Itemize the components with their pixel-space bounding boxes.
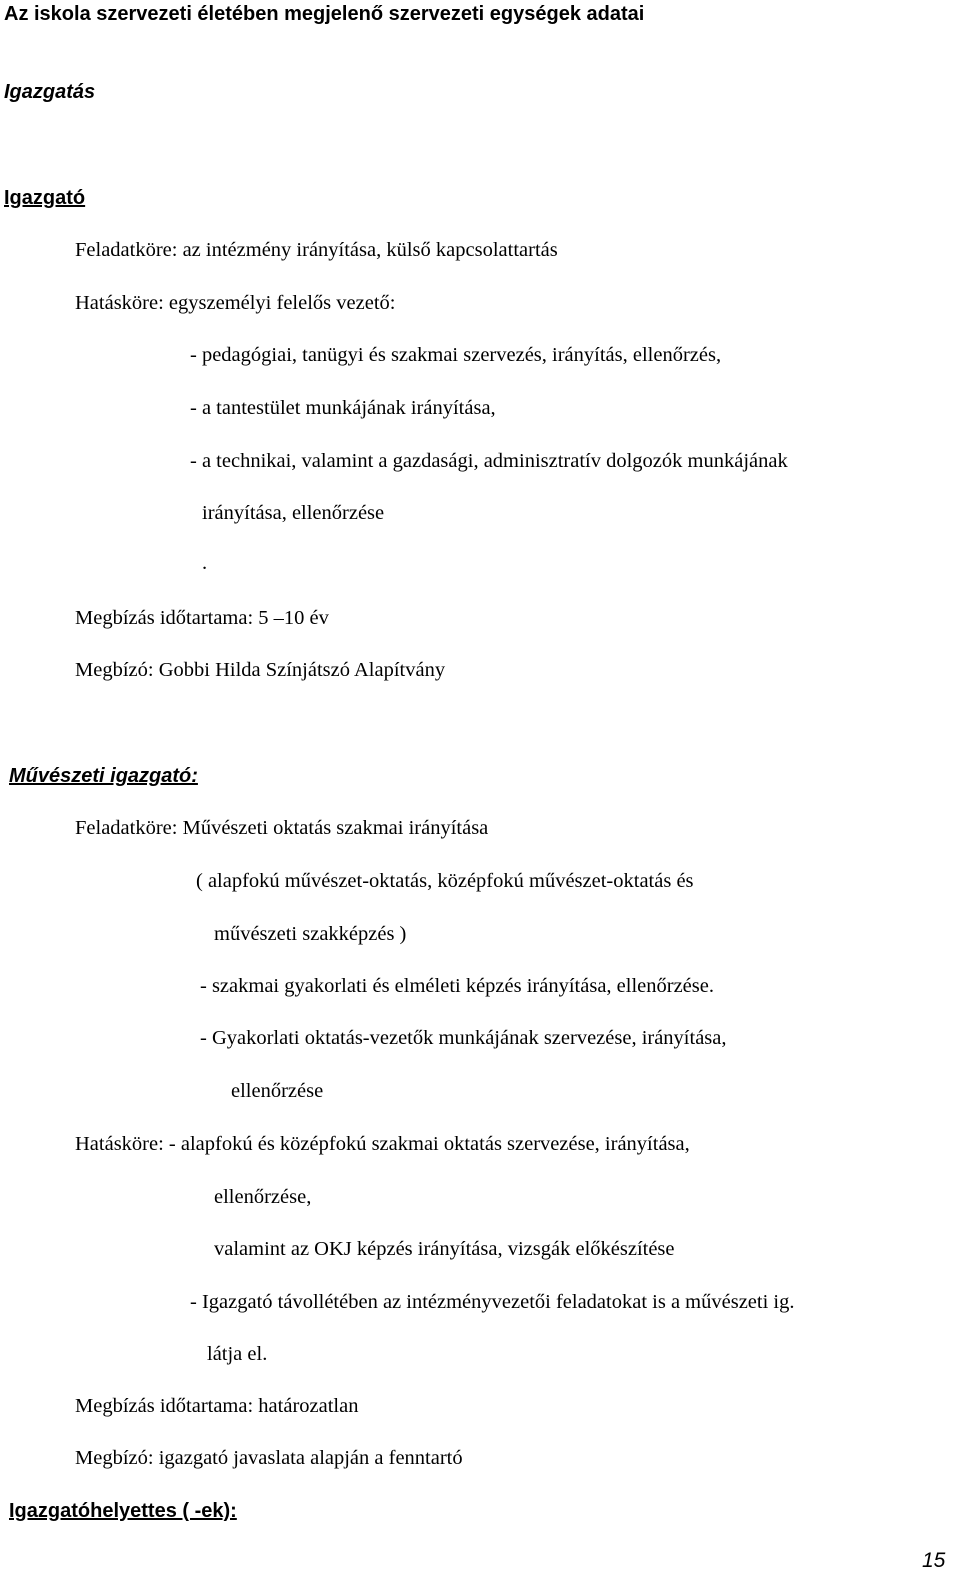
muveszeti-line: ( alapfokú művészet-oktatás, középfokú művészet-oktatás és: [196, 870, 694, 892]
muveszeti-hataskore: Hatásköre: - alapfokú és középfokú szakmai oktatás szervezése, irányítása,: [75, 1133, 690, 1155]
muveszeti-feladatkore: Feladatköre: Művészeti oktatás szakmai irányítása: [75, 817, 489, 839]
section-heading-igazgatas: Igazgatás: [4, 81, 96, 103]
igazgato-hataskore: Hatásköre: egyszemélyi felelős vezető:: [75, 292, 396, 314]
muveszeti-line: - szakmai gyakorlati és elméleti képzés irányítása, ellenőrzése.: [200, 975, 714, 997]
muveszeti-hataskore-line: - Igazgató távollétében az intézményvezetői feladatokat is a művészeti ig.: [190, 1291, 795, 1313]
heading-igazgatohelyettes: Igazgatóhelyettes ( -ek):: [9, 1500, 237, 1522]
muveszeti-line: művészeti szakképzés ): [214, 923, 407, 945]
muveszeti-megbizo: Megbízó: igazgató javaslata alapján a fenntartó: [75, 1447, 463, 1469]
igazgato-item: - a technikai, valamint a gazdasági, adminisztratív dolgozók munkájának: [190, 450, 788, 472]
igazgato-megbizo: Megbízó: Gobbi Hilda Színjátszó Alapítvány: [75, 659, 446, 681]
muveszeti-hataskore-line: ellenőrzése,: [214, 1186, 312, 1208]
igazgato-item: - pedagógiai, tanügyi és szakmai szervezés, irányítás, ellenőrzés,: [190, 344, 722, 366]
igazgato-item: irányítása, ellenőrzése: [202, 502, 385, 524]
heading-igazgato: Igazgató: [4, 187, 86, 209]
muveszeti-idotartam: Megbízás időtartama: határozatlan: [75, 1395, 359, 1417]
muveszeti-line: ellenőrzése: [231, 1080, 324, 1102]
igazgato-feladatkore: Feladatköre: az intézmény irányítása, külső kapcsolattartás: [75, 239, 558, 261]
muveszeti-line: - Gyakorlati oktatás-vezetők munkájának szervezése, irányítása,: [200, 1027, 727, 1049]
heading-muveszeti-igazgato: Művészeti igazgató:: [9, 765, 198, 787]
igazgato-idotartam: Megbízás időtartama: 5 –10 év: [75, 607, 329, 629]
page-number: 15: [922, 1549, 946, 1572]
muveszeti-hataskore-line: valamint az OKJ képzés irányítása, vizsgák előkészítése: [214, 1238, 675, 1260]
muveszeti-hataskore-line: látja el.: [207, 1343, 268, 1365]
igazgato-item-dot: .: [202, 552, 208, 574]
igazgato-item: - a tantestület munkájának irányítása,: [190, 397, 496, 419]
page-title: Az iskola szervezeti életében megjelenő szervezeti egységek adatai: [4, 3, 645, 25]
